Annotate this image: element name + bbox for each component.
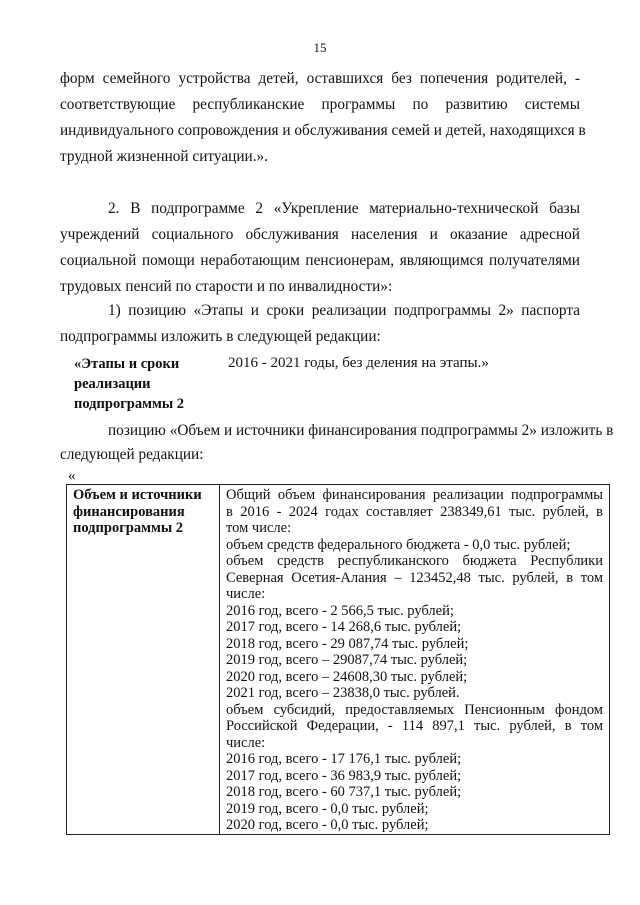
funding-label-line: подпрограммы 2 xyxy=(73,520,184,536)
funding-line: Общий объем финансирования реализации подпрограммы xyxy=(226,487,603,503)
funding-table xyxy=(66,484,610,835)
funding-line: в 2016 - 2024 годах составляет 238349,61 тыс. рублей, в xyxy=(226,503,603,520)
paragraph-line: 1) позицию «Этапы и сроки реализации подпрограммы 2» паспорта xyxy=(108,302,580,319)
funding-line: 2018 год, всего - 29 087,74 тыс. рублей; xyxy=(226,635,469,652)
funding-label-line: финансирования xyxy=(73,503,185,520)
funding-line: том числе: xyxy=(226,520,292,536)
paragraph-line: трудовых пенсий по старости и по инвалидности»: xyxy=(60,278,393,295)
funding-line: числе: xyxy=(226,734,266,751)
paragraph-line: социальной помощи неработающим пенсионерам, являющимся получателями xyxy=(60,252,580,269)
funding-line: 2018 год, всего - 60 737,1 тыс. рублей; xyxy=(226,784,462,800)
paragraph-line: подпрограммы изложить в следующей редакции: xyxy=(60,328,381,345)
paragraph-line: трудной жизненной ситуации.». xyxy=(60,148,268,165)
funding-line: 2016 год, всего - 2 566,5 тыс. рублей; xyxy=(226,602,454,619)
funding-line: 2016 год, всего - 17 176,1 тыс. рублей; xyxy=(226,751,462,767)
funding-line: Северная Осетия-Алания – 123452,48 тыс. рублей, в том xyxy=(226,569,603,586)
funding-content-cell xyxy=(220,485,610,835)
funding-line: 2017 год, всего - 14 268,6 тыс. рублей; xyxy=(226,619,462,635)
funding-line: объем средств республиканского бюджета Республики xyxy=(226,553,603,569)
funding-line: 2020 год, всего – 24608,30 тыс. рублей; xyxy=(226,668,468,685)
paragraph-line: следующей редакции: xyxy=(60,446,204,463)
funding-line: объем средств федерального бюджета - 0,0 тыс. рублей; xyxy=(226,536,571,553)
funding-label-line: Объем и источники xyxy=(73,487,202,503)
table-row xyxy=(67,485,610,835)
funding-line: объем субсидий, предоставляемых Пенсионным фондом xyxy=(226,701,603,718)
funding-line: 2020 год, всего - 0,0 тыс. рублей; xyxy=(226,817,429,833)
paragraph-line: позицию «Объем и источники финансирования подпрограммы 2» изложить в xyxy=(108,422,614,439)
stages-label-line: «Этапы и сроки xyxy=(74,356,180,372)
open-quote: « xyxy=(68,468,76,484)
funding-line: 2019 год, всего – 29087,74 тыс. рублей; xyxy=(226,652,468,668)
funding-line: 2017 год, всего - 36 983,9 тыс. рублей; xyxy=(226,767,462,784)
paragraph-line: индивидуального сопровождения и обслуживания семей и детей, находящихся в xyxy=(60,122,586,139)
paragraph-line: соответствующие республиканские программы по развитию системы xyxy=(60,96,580,113)
funding-line: 2021 год, всего – 23838,0 тыс. рублей. xyxy=(226,685,460,701)
stages-label-line: реализации xyxy=(74,376,151,392)
paragraph-line: учреждений социального обслуживания населения и оказание адресной xyxy=(60,226,580,243)
page-number: 15 xyxy=(313,40,327,55)
paragraph-line: форм семейного устройства детей, оставшихся без попечения родителей, - xyxy=(60,70,580,87)
funding-line: Российской Федерации, - 114 897,1 тыс. рублей, в том xyxy=(226,718,603,734)
funding-label-cell xyxy=(67,485,220,835)
paragraph-line: 2. В подпрограмме 2 «Укрепление материально-технической базы xyxy=(108,200,580,217)
stages-value: 2016 - 2021 годы, без деления на этапы.» xyxy=(228,355,489,371)
stages-label xyxy=(74,354,219,414)
funding-line: 2019 год, всего - 0,0 тыс. рублей; xyxy=(226,800,429,817)
funding-line: числе: xyxy=(226,586,266,602)
stages-label-line: подпрограммы 2 xyxy=(74,396,185,412)
